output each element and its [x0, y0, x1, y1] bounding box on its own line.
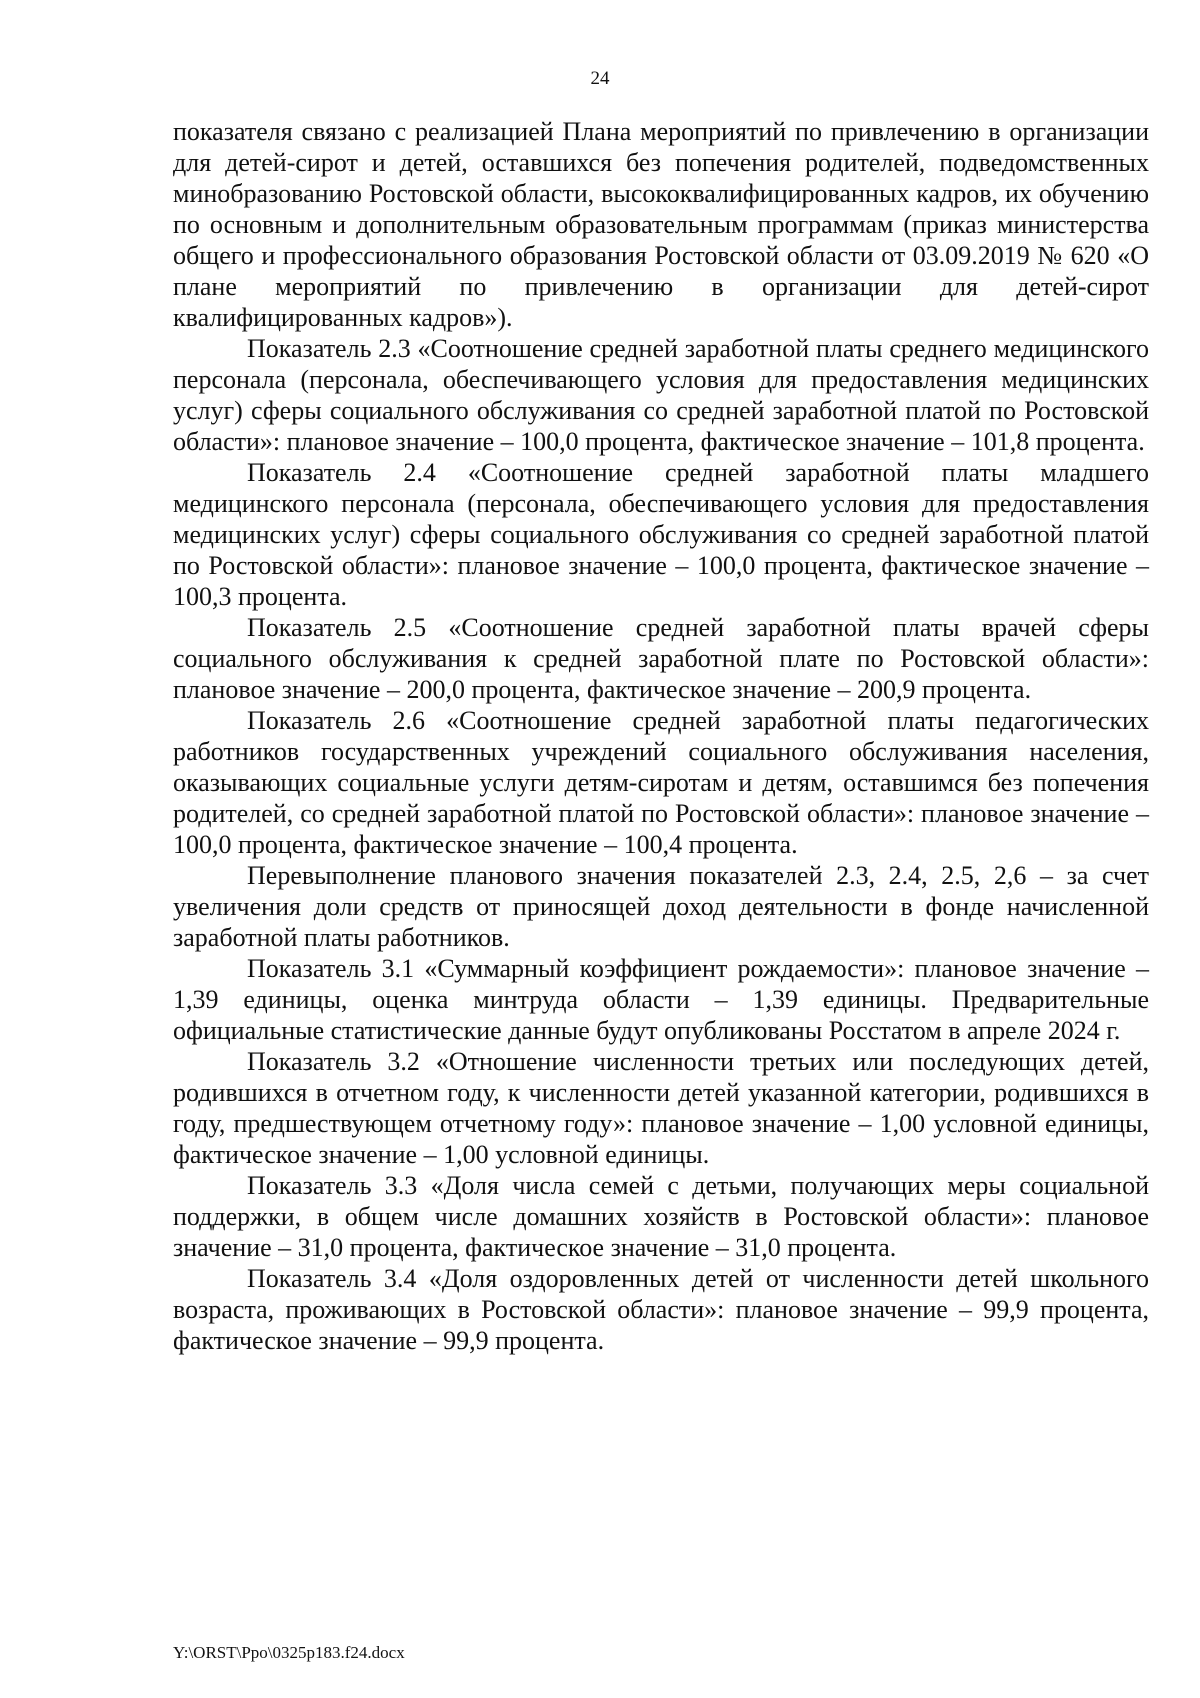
page-number: 24 — [590, 68, 610, 89]
paragraph-indicator-3-2: Показатель 3.2 «Отношение численности третьих или последующих детей, родившихся в отчетном году, к численности детей указанной категории, родившихся в году, предшествующем отчетному году»: плановое значение – 1,00 условной единицы, фактическое значение – 1,00 условной единицы. — [173, 1047, 1149, 1169]
paragraph-indicator-2-6: Показатель 2.6 «Соотношение средней заработной платы педагогических работников государственных учреждений социального обслуживания населения, оказывающих социальные услуги детям-сиротам и детям, оставшимся без попечения родителей, со средней заработной платой по Ростовской области»: плановое значение – 100,0 процента, фактическое значение – 100,4 процента. — [173, 706, 1149, 859]
paragraph-indicator-3-3: Показатель 3.3 «Доля числа семей с детьми, получающих меры социальной поддержки, в общем числе домашних хозяйств в Ростовской области»: плановое значение – 31,0 процента, фактическое значение – 31,0 процента. — [173, 1171, 1149, 1262]
paragraph-indicator-3-4: Показатель 3.4 «Доля оздоровленных детей от численности детей школьного возраста, проживающих в Ростовской области»: плановое значение – 99,9 процента, фактическое значение – 99,9 процента. — [173, 1264, 1149, 1355]
paragraph-indicator-2-5: Показатель 2.5 «Соотношение средней заработной платы врачей сферы социального обслуживания к средней заработной плате по Ростовской области»: плановое значение – 200,0 процента, фактическое значение – 200,9 процента. — [173, 613, 1149, 704]
paragraph-indicator-2-3: Показатель 2.3 «Соотношение средней заработной платы среднего медицинского персонала (персонала, обеспечивающего условия для предоставления медицинских услуг) сферы социального обслуживания со средней заработной платой по Ростовской области»: плановое значение – 100,0 процента, фактическое значение – 101,8 процента. — [173, 334, 1149, 456]
paragraph-overfulfillment: Перевыполнение планового значения показателей 2.3, 2.4, 2.5, 2,6 – за счет увеличения доли средств от приносящей доход деятельности в фонде начисленной заработной платы работников. — [173, 861, 1149, 952]
file-path-footer: Y:\ORST\Ppo\0325p183.f24.docx — [173, 1643, 405, 1662]
document-body — [173, 116, 1149, 1356]
paragraph-indicator-3-1: Показатель 3.1 «Суммарный коэффициент рождаемости»: плановое значение – 1,39 единицы, оценка минтруда области – 1,39 единицы. Предварительные официальные статистические данные будут опубликованы Росстатом в апреле 2024 г. — [173, 954, 1149, 1045]
paragraph-indicator-2-4: Показатель 2.4 «Соотношение средней заработной платы младшего медицинского персонала (персонала, обеспечивающего условия для предоставления медицинских услуг) сферы социального обслуживания со средней заработной платой по Ростовской области»: плановое значение – 100,0 процента, фактическое значение – 100,3 процента. — [173, 458, 1149, 611]
paragraph-continuation: показателя связано с реализацией Плана мероприятий по привлечению в организации для детей-сирот и детей, оставшихся без попечения родителей, подведомственных минобразованию Ростовской области, высококвалифицированных кадров, их обучению по основным и дополнительным образовательным программам (приказ министерства общего и профессионального образования Ростовской области от 03.09.2019 № 620 «О плане мероприятий по привлечению в организации для детей-сирот квалифицированных кадров»). — [173, 117, 1149, 332]
